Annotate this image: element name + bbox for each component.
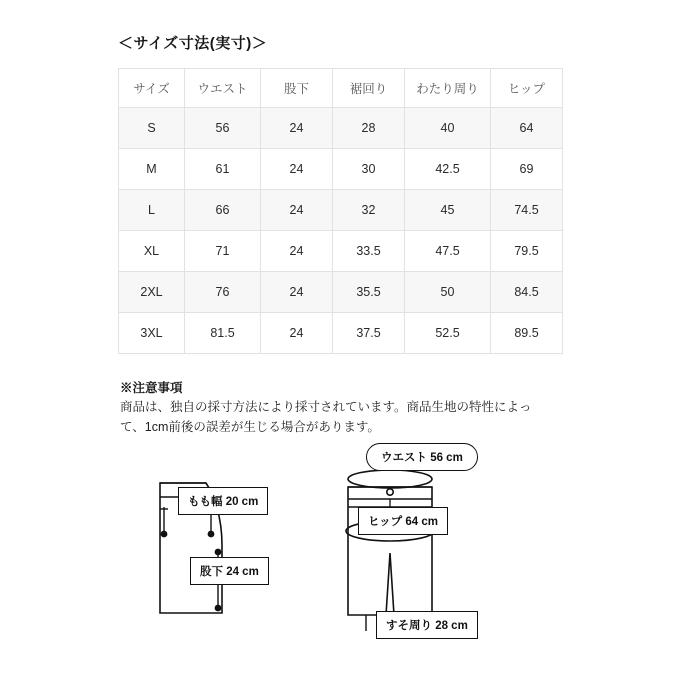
cell-thigh: 45	[405, 190, 491, 231]
cell-inseam: 24	[261, 231, 333, 272]
cell-waist: 71	[185, 231, 261, 272]
callout-thigh-width: もも幅 20 cm	[178, 487, 268, 515]
cell-waist: 81.5	[185, 313, 261, 354]
cell-hip: 84.5	[491, 272, 563, 313]
cell-size: S	[119, 108, 185, 149]
cell-waist: 76	[185, 272, 261, 313]
cell-inseam: 24	[261, 313, 333, 354]
table-row	[119, 231, 563, 272]
cell-hem: 28	[333, 108, 405, 149]
cell-size: M	[119, 149, 185, 190]
cell-hem: 37.5	[333, 313, 405, 354]
cell-thigh: 47.5	[405, 231, 491, 272]
notes-body: 商品は、独自の採寸方法により採寸されています。商品生地の特性によって、1cm前後の誤差が生じる場合があります。	[120, 400, 532, 434]
callout-hip: ヒップ 64 cm	[358, 507, 448, 535]
page-title: ＜サイズ寸法(実寸)＞	[118, 35, 268, 52]
callout-hem: すそ周り 28 cm	[376, 611, 478, 639]
table-row	[119, 190, 563, 231]
cell-hip: 69	[491, 149, 563, 190]
cell-hem: 33.5	[333, 231, 405, 272]
cell-inseam: 24	[261, 149, 333, 190]
cell-size: 3XL	[119, 313, 185, 354]
garment-illustrations	[118, 435, 562, 660]
column-header-hem: 裾回り	[333, 69, 405, 108]
table-row	[119, 272, 563, 313]
cell-size: 2XL	[119, 272, 185, 313]
column-header-hip: ヒップ	[491, 69, 563, 108]
front-view-shorts-icon	[346, 470, 434, 615]
measurement-diagram	[118, 435, 562, 660]
cell-hem: 32	[333, 190, 405, 231]
cell-waist: 61	[185, 149, 261, 190]
callout-inseam: 股下 24 cm	[190, 557, 269, 585]
cell-hip: 79.5	[491, 231, 563, 272]
cell-waist: 56	[185, 108, 261, 149]
cell-inseam: 24	[261, 190, 333, 231]
cell-waist: 66	[185, 190, 261, 231]
cell-hip: 89.5	[491, 313, 563, 354]
cell-hem: 30	[333, 149, 405, 190]
table-row	[119, 313, 563, 354]
cell-size: XL	[119, 231, 185, 272]
column-header-size: サイズ	[119, 69, 185, 108]
cell-inseam: 24	[261, 272, 333, 313]
cell-hem: 35.5	[333, 272, 405, 313]
table-row	[119, 149, 563, 190]
notes-heading: ※注意事項	[120, 381, 183, 395]
cell-thigh: 50	[405, 272, 491, 313]
column-header-waist: ウエスト	[185, 69, 261, 108]
cell-hip: 64	[491, 108, 563, 149]
cell-thigh: 42.5	[405, 149, 491, 190]
cell-thigh: 40	[405, 108, 491, 149]
column-header-thigh: わたり周り	[405, 69, 491, 108]
cell-size: L	[119, 190, 185, 231]
cell-thigh: 52.5	[405, 313, 491, 354]
table-row	[119, 108, 563, 149]
column-header-inseam: 股下	[261, 69, 333, 108]
cell-inseam: 24	[261, 108, 333, 149]
table-header	[119, 69, 563, 108]
table-header-row	[119, 69, 563, 108]
table-body	[119, 108, 563, 354]
size-measurement-table	[118, 68, 563, 354]
callout-waist: ウエスト 56 cm	[366, 443, 478, 471]
cell-hip: 74.5	[491, 190, 563, 231]
